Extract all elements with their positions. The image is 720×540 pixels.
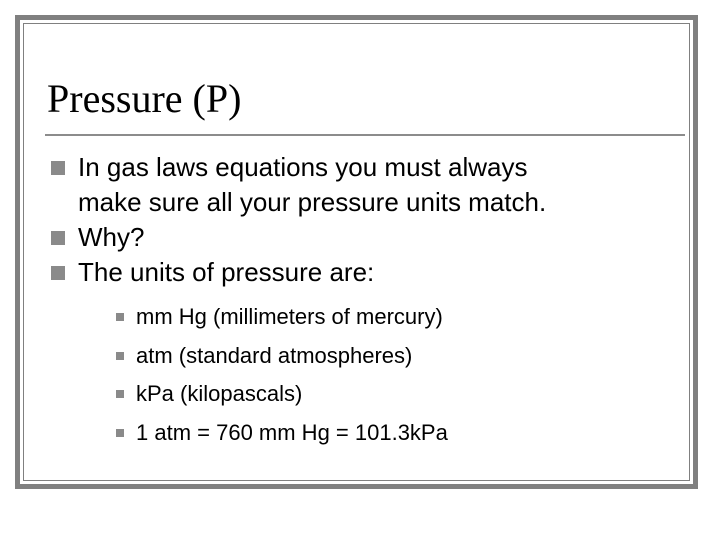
square-bullet-icon [51,161,65,175]
sub-bullet-item [78,375,668,414]
square-bullet-icon [116,390,124,398]
square-bullet-icon [51,231,65,245]
title-divider [45,134,685,136]
bullet-list [48,150,668,452]
sub-bullet-text: 1 atm = 760 mm Hg = 101.3kPa [136,419,448,445]
sub-bullet-text: mm Hg (millimeters of mercury) [136,304,443,329]
bullet-text-line: make sure all your pressure units match. [78,187,547,217]
sub-bullet-text: kPa (kilopascals) [136,381,303,406]
bullet-item [48,255,668,452]
sub-bullet-item [78,414,668,453]
square-bullet-icon [116,429,124,437]
bullet-item [48,150,668,220]
square-bullet-icon [116,313,124,321]
sub-bullet-list [78,298,668,452]
sub-bullet-text: atm (standard atmospheres) [136,342,413,368]
bullet-text-line: Why? [78,222,145,252]
slide-title: Pressure (P) [47,76,242,121]
square-bullet-icon [51,266,65,280]
bullet-text-line: The units of pressure are: [78,257,375,287]
square-bullet-icon [116,352,124,360]
sub-bullet-item [78,298,668,337]
sub-bullet-item [78,337,668,376]
bullet-item [48,220,668,255]
bullet-text-line: In gas laws equations you must always [78,152,528,182]
